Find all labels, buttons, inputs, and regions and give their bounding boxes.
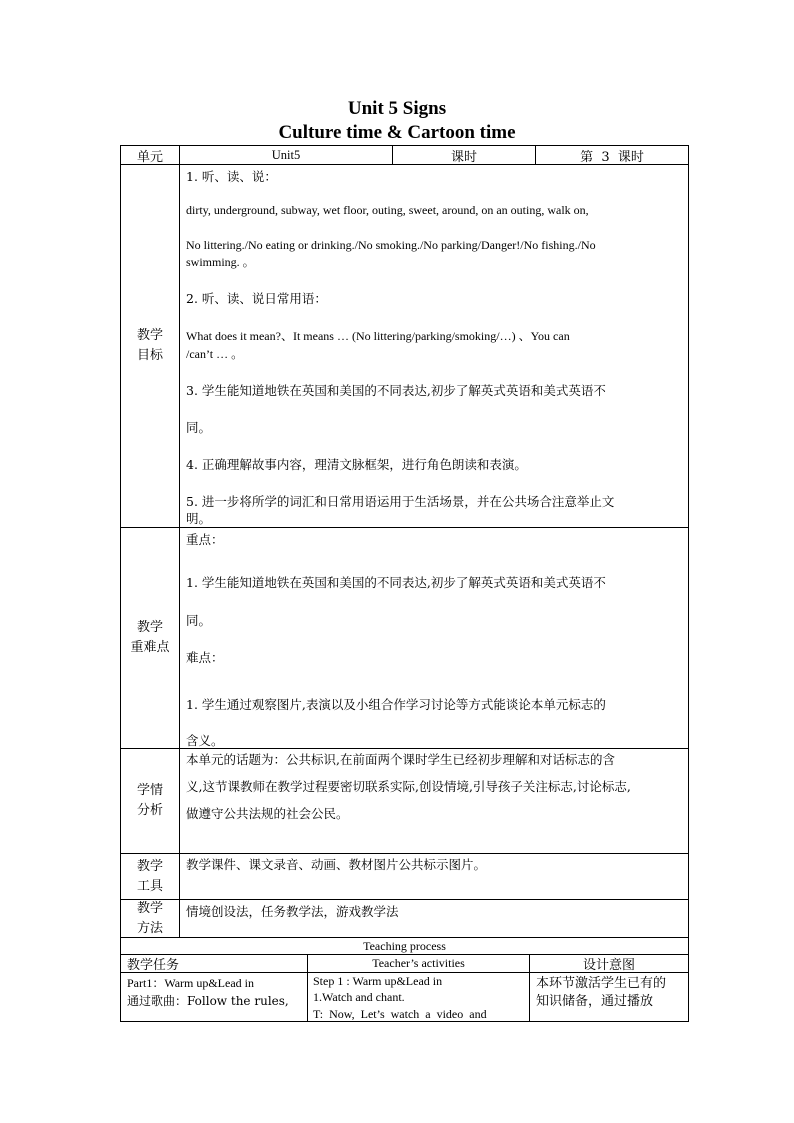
objective-line-2: dirty, underground, subway, wet floor, outing, sweet, around, on an outing, walk on,: [186, 203, 589, 217]
unit-value: Unit5: [271, 147, 301, 162]
task-cell: [120, 972, 308, 1022]
unit-value-cell: [179, 145, 393, 165]
objective-line-4: swimming. 。: [186, 255, 255, 269]
analysis-content: [179, 748, 689, 854]
keypoints-label-cell: [120, 527, 180, 749]
intent-line-1: 本环节激活学生已有的: [536, 976, 667, 991]
period-value: 第 3 课时: [580, 149, 644, 165]
objectives-label: 教学 目标: [136, 328, 163, 363]
methods-text: 情境创设法，任务教学法，游戏教学法: [186, 904, 399, 919]
objectives-content: [179, 164, 689, 528]
keypoint-line-2: 1. 学生能知道地铁在英国和美国的不同表达,初步了解英式英语和美式英语不: [186, 575, 606, 590]
objective-line-9: 同。: [186, 420, 212, 435]
objective-line-12: 明。: [186, 511, 212, 526]
unit-label: 单元: [136, 149, 163, 165]
col-activities-cell: [307, 954, 530, 973]
keypoint-line-3: 同。: [186, 613, 212, 628]
methods-label: 教学 方法: [136, 900, 163, 936]
intent-line-2: 知识储备，通过播放: [536, 994, 654, 1009]
col-task-cell: [120, 954, 308, 973]
col-activities-header: Teacher’s activities: [372, 956, 465, 970]
col-intent-cell: [529, 954, 689, 973]
keypoint-line-5: 1. 学生通过观察图片,表演以及小组合作学习讨论等方式能谈论本单元标志的: [186, 697, 606, 712]
period-label-cell: [392, 145, 536, 165]
activity-line-3: T: Now, Let’s watch a video and: [313, 1007, 487, 1021]
tools-content: [179, 853, 689, 900]
document-subtitle: Culture time & Cartoon time: [278, 122, 516, 143]
objective-line-7: /can’t … 。: [186, 347, 244, 361]
col-task-header: 教学任务: [127, 958, 180, 973]
analysis-label-cell: [120, 748, 180, 854]
analysis-label: 学情 分析: [136, 783, 163, 818]
keypoints-content: [179, 527, 689, 749]
activities-cell: [307, 972, 530, 1022]
tools-label-cell: [120, 853, 180, 900]
process-title-cell: [120, 937, 689, 955]
keypoint-line-6: 含义。: [186, 733, 224, 748]
objective-line-5: 2. 听、读、说日常用语：: [186, 291, 327, 306]
process-title: Teaching process: [363, 938, 446, 953]
objective-line-3: No littering./No eating or drinking./No smoking./No parking/Danger!/No fishing./No: [186, 238, 596, 252]
tools-label: 教学 工具: [136, 858, 163, 894]
activity-line-1: Step 1 : Warm up&Lead in: [313, 974, 443, 988]
objective-line-10: 4. 正确理解故事内容，理清文脉框架，进行角色朗读和表演。: [186, 457, 527, 472]
task-line-2: 通过歌曲：Follow the rules,: [127, 994, 289, 1008]
period-value-cell: [535, 145, 689, 165]
objective-line-1: 1. 听、读、说：: [186, 169, 277, 184]
objective-line-11: 5. 进一步将所学的词汇和日常用语运用于生活场景，并在公共场合注意举止文: [186, 494, 615, 509]
col-intent-header: 设计意图: [582, 958, 635, 973]
objective-line-6: What does it mean?、It means … (No littering/parking/smoking/…) 、You can: [186, 329, 570, 343]
objectives-label-cell: [120, 164, 180, 528]
keypoint-line-1: 重点：: [186, 532, 224, 547]
document-title: Unit 5 Signs: [347, 98, 447, 119]
keypoint-line-4: 难点：: [186, 650, 224, 665]
task-line-1: Part1：Warm up&Lead in: [127, 976, 255, 990]
period-label: 课时: [450, 149, 477, 165]
activity-line-2: 1.Watch and chant.: [313, 990, 405, 1004]
analysis-line-1: 本单元的话题为：公共标识,在前面两个课时学生已经初步理解和对话标志的含: [186, 752, 615, 767]
intent-cell: [529, 972, 689, 1022]
methods-label-cell: [120, 899, 180, 938]
methods-content: [179, 899, 689, 938]
tools-text: 教学课件、课文录音、动画、教材图片公共标示图片。: [186, 857, 487, 872]
analysis-line-2: 义,这节课教师在教学过程要密切联系实际,创设情境,引导孩子关注标志,讨论标志,: [186, 779, 631, 794]
unit-label-cell: [120, 145, 180, 165]
analysis-line-3: 做遵守公共法规的社会公民。: [186, 806, 349, 821]
keypoints-label: 教学 重难点: [130, 620, 170, 655]
objective-line-8: 3. 学生能知道地铁在英国和美国的不同表达,初步了解英式英语和美式英语不: [186, 383, 606, 398]
